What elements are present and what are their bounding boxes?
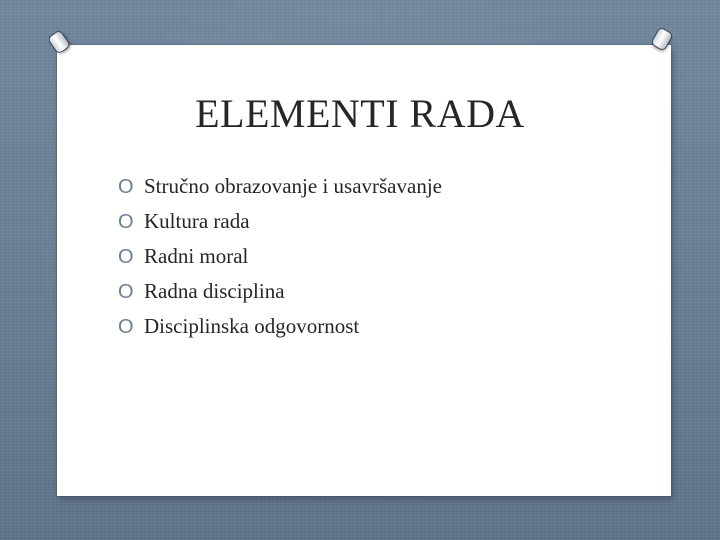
list-item bbox=[118, 314, 442, 349]
bullet-marker-icon: O bbox=[118, 316, 134, 338]
bullet-marker-icon: O bbox=[118, 176, 134, 198]
bullet-text: Disciplinska odgovornost bbox=[144, 314, 360, 338]
bullet-list bbox=[118, 174, 442, 349]
list-item bbox=[118, 174, 442, 209]
bullet-text: Stručno obrazovanje i usavršavanje bbox=[144, 174, 442, 198]
list-item bbox=[118, 209, 442, 244]
slide-title: ELEMENTI RADA bbox=[195, 91, 525, 136]
bullet-marker-icon: O bbox=[118, 281, 134, 303]
bullet-text: Radna disciplina bbox=[144, 279, 285, 303]
bullet-marker-icon: O bbox=[118, 211, 134, 233]
list-item bbox=[118, 244, 442, 279]
bullet-text: Kultura rada bbox=[144, 209, 250, 233]
bullet-text: Radni moral bbox=[144, 244, 249, 268]
bullet-marker-icon: O bbox=[118, 246, 134, 268]
list-item bbox=[118, 279, 442, 314]
